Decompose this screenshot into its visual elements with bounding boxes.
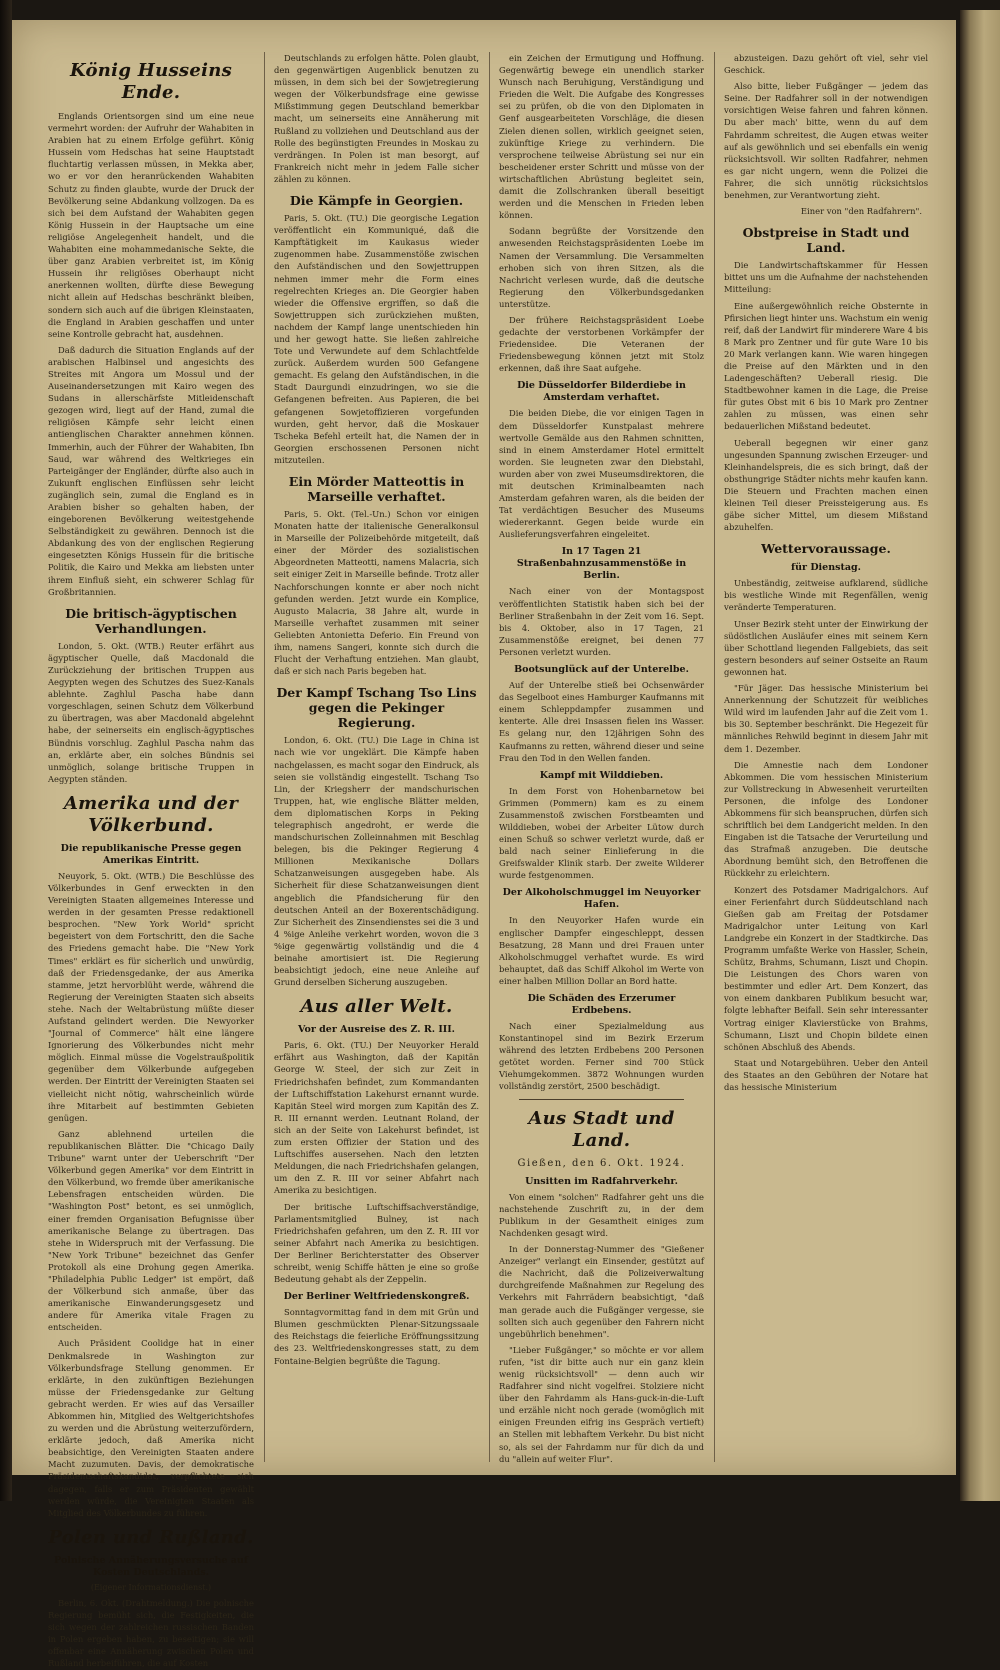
adjacent-page-edge <box>960 10 1000 1501</box>
headline-kaempfe-georgien: Die Kämpfe in Georgien. <box>289 193 464 209</box>
paragraph: Auch Präsident Coolidge hat in einer Denkmalsrede in Washington zur Völkerbundsfrage Stellung genommen. Er erklärte, in den zukünftigen Beziehungen müsse der Friedensgedanke zur Geltung gebracht werden. Er wies auf das Versailler Abkommen hin, Mitglied des Weltgerichtshofes zu werden und die Abrüstung weiterzufördern, erklärte jedoch, daß Amerika nicht beabsichtige, den Vereinigten Staaten andere Macht zuzumuten. Davis, der demokratische Präsidentschaftskandidat, verpflichtete sich dagegen, falls er zum Präsidenten gewählt werden würde, die Vereinigten Staaten als Mitglied des Völkerbundes zu führen. <box>48 1338 254 1518</box>
paragraph: "Lieber Fußgänger," so möchte er vor allem rufen, "ist dir bitte auch nur ein ganz klein wenig rücksichtsvoll" — denn auch wir Radfahrer sind nicht vogelfrei. Stolziere nicht über den Fahrdamm als Hans-guck-in-die-Luft und erzähle nicht noch gerade (womöglich mit einigen Freunden eifrig ins Gespräch vertieft) an Stellen mit lebhaftem Verkehr. Du bist nicht so, als sei der Fahrdamm nur für dich da und du "allein auf weiter Flur". <box>499 1344 704 1464</box>
subheadline: Der Alkoholschmuggel im Neuyorker Hafen. <box>502 887 701 911</box>
paragraph: Sodann begrüßte der Vorsitzende den anwesenden Reichstagspräsidenten Loebe im Namen der Versammlung. Die Versammelten erhoben sich von ihren Sitzen, als die Nachricht verlesen wurde, daß die deutsche Regierung den Völkerbundsgedanken unterstütze. <box>499 226 704 309</box>
paragraph: Daß dadurch die Situation Englands auf der arabischen Halbinsel und angesichts des Streites mit Angora um Mossul und der Auseinandersetzungen mit Kairo wegen des Sudans in allerschärfste Mitleidenschaft gezogen wird, liegt auf der Hand, zumal die religiösen Kämpfe sehr leicht einen antienglischen Charakter annehmen können. Immerhin, auch der Führer der Wahabiten, Ibn Saud, war während des Weltkrieges ein Parteigänger der Engländer, dürfte also auch in Zukunft englischen Einflüssen sehr leicht zugänglich sein, zumal die England es in Arabien bisher so gehalten haben, der eingeborenen Bevölkerung weitestgehende Selbständigkeit zu gewähren. Dennoch ist die Abdankung des von der englischen Regierung eingesetzten Königs Hussein für die britische Politik, die Kairo und Mekka am liebsten unter ihrem Einfluß sieht, ein schwerer Schlag für Großbritannien. <box>48 344 254 597</box>
subheadline: Polnische Annäherungsversuche auf Kosten Deutschlands. <box>54 1554 248 1578</box>
headline-moerder-matteottis: Ein Mörder Matteottis in Marseille verhaftet. <box>288 474 465 504</box>
paragraph: Englands Orientsorgen sind um eine neue vermehrt worden: der Aufruhr der Wahabiten in Arabien hat zu einem Erfolge geführt. König Hussein vom Hedschas hat seine Hauptstadt fluchtartig verlassen müssen, in Mekka aber, wo er vor den heranrückenden Wahabiten Schutz zu finden glaubte, wurde der Druck der Bevölkerung seine Abdankung vollzogen. Da es sich bei dem Aufstand der Wahabiten gegen König Hussein in der Hauptsache um eine religiöse Angelegenheit handelt, und die Wahabiten eine mohammedanische Sekte, die über ganz Arabien verbreitet ist, im König Hussein ihr religiöses Oberhaupt nicht anerkennen wollten, dürfte diese Bewegung nicht allein auf Hedschas beschränkt bleiben, sondern sich auch auf die übrigen Kleinstaaten, die England in Arabien geschaffen und unter seine Kontrolle gebracht hat, ausdehnen. <box>48 111 254 339</box>
paragraph: Unser Bezirk steht unter der Einwirkung der südöstlichen Ausläufer eines mit seinem Kern über Schottland liegenden Fallgebiets, das seit gestern besonders auf seiner Ostseite an Raum gewonnen hat. <box>724 618 928 677</box>
column-1 <box>48 52 254 1669</box>
column-3 <box>499 52 704 1464</box>
paragraph: In den Neuyorker Hafen wurde ein englischer Dampfer eingeschleppt, dessen Besatzung, 28 Mann und drei Frauen unter Alkoholschmuggel verhaftet wurde. Es wird behauptet, daß das Schiff Alkohol im Werte von einer halben Million Dollar an Bord hatte. <box>499 915 704 986</box>
signature: Einer von "den Radfahrern". <box>800 206 922 217</box>
headline-polen-russland: Polen und Rußland. <box>48 1526 254 1548</box>
paragraph: Ganz ablehnend urteilen die republikanischen Blätter. Die "Chicago Daily Tribune" warnt unter der Ueberschrift "Der Völkerbund gegen Amerika" vor dem Eintritt in den Völkerbund, wo fremde über amerikanische Lebensfragen entscheiden würden. Die "Washington Post" betont, es sei unmöglich, einer fremden Organisation Befugnisse über amerikanische Belange zu übertragen. Das stehe in Widerspruch mit der Verfassung. Die "New York Tribune" bezeichnet das Genfer Protokoll als eine Drohung gegen Amerika. "Philadelphia Public Ledger" ist empört, daß der Völkerbund sich anmaße, über das amerikanische Einwanderungsgesetz und andere für Amerika vitale Fragen zu entscheiden. <box>48 1128 254 1333</box>
column-rule <box>714 52 715 1462</box>
newspaper-page <box>12 20 956 1669</box>
paragraph: Auf der Unterelbe stieß bei Ochsenwärder das Segelboot eines Hamburger Kaufmanns mit einem Schleppdampfer zusammen und kenterte. Alle drei Insassen fielen ins Wasser. Es gelang nur, den 12jährigen Sohn des Kaufmanns zu retten, während dieser und seine Frau den Tod in den Wellen fanden. <box>499 680 704 763</box>
paragraph: In der Donnerstag-Nummer des "Gießener Anzeiger" verlangt ein Einsender, gestützt auf die Nachricht, daß die Polizeiverwaltung durchgreifende Maßnahmen zur Regelung des Verkehrs mit Fahrrädern beabsichtigt, "daß man gerade auch die Fußgänger vergesse, sie sollten sich auch gegenüber den Fahrern nicht ungebührlich benehmen". <box>499 1244 704 1339</box>
dateline: Gießen, den 6. Okt. 1924. <box>517 1157 686 1169</box>
paragraph: Nach einer von der Montagspost veröffentlichten Statistik haben sich bei der Berliner Straßenbahn in der Zeit vom 16. Sept. bis 4. Oktober, also in 17 Tagen, 21 Zusammenstöße ereignet, bei denen 77 Personen verletzt wurden. <box>499 586 704 657</box>
paragraph: Staat und Notargebühren. Ueber den Anteil des Staates an den Gebühren der Notare hat das hessische Ministerium <box>724 1057 928 1093</box>
subheadline: Die Düsseldorfer Bilderdiebe in Amsterdam verhaftet. <box>517 380 686 404</box>
paragraph: London, 6. Okt. (TU.) Die Lage in China ist nach wie vor ungeklärt. Die Kämpfe haben nachgelassen, es macht sogar den Eindruck, als seien sie vollständig eingestellt. Tschang Tso Lin, der Kriegsherr der mandschurischen Truppen, hat, wie englische Blätter melden, dem diplomatischen Korps in Peking telegraphisch angedroht, er werde die mandschurischen Zolleinnahmen mit Beschlag belegen, bis die Pekinger Regierung 4 Millionen Mexikanische Dollars Schatzanweisungen ausgegeben habe. Als Sicherheit für diese Schatzanweisungen dient angeblich die Pfandsicherung für den deutschen Anteil an der Boxerentschädigung. Zur Sicherheit des Zinsendienstes sei die 3 und 4 %ige Anleihe verkehrt worden, wovon die 3 %ige gegenwärtig vollständig und die 4 beinahe amortisiert ist. Die Regierung beabsichtigt jedoch, eine neue Anleihe auf Grund derselben Sicherung auszugeben. <box>274 735 479 988</box>
subheadline: In 17 Tagen 21 Straßenbahnzusammenstöße in Berlin. <box>516 546 687 582</box>
scan-shadow-left <box>0 0 12 1501</box>
paragraph: Unbeständig, zeitweise aufklarend, südliche bis westliche Winde mit Regenfällen, wenig veränderte Temperaturen. <box>724 578 928 613</box>
subheadline: für Dienstag. <box>791 562 861 574</box>
paragraph: Die beiden Diebe, die vor einigen Tagen in dem Düsseldorfer Kunstpalast mehrere wertvolle Gemälde aus den Rahmen schnitten, sind in einem Amsterdamer Hotel ermittelt worden. Sie leugneten zwar den Diebstahl, wurden aber von zwei Museumsdirektoren, die mit deutschen Kriminalbeamten nach Amsterdam gefahren waren, als die beiden der Tat verdächtigen Besucher des Museums wiedererkannt. Gegen beide wurde ein Auslieferungsverfahren eingeleitet. <box>499 408 704 540</box>
subheadline: Der Berliner Weltfriedenskongreß. <box>283 1291 470 1303</box>
subheadline: Bootsunglück auf der Unterelbe. <box>514 664 689 676</box>
column-4 <box>724 52 928 1464</box>
headline-aus-aller-welt: Aus aller Welt. <box>300 996 453 1018</box>
column-rule <box>264 52 265 1462</box>
paragraph: "Für Jäger. Das hessische Ministerium bei Annerkennung der Schutzzeit für weibliches Wild wird im laufenden Jahr auf die Zeit vom 1. bis 30. September beschränkt. Die Hegezeit für männliches Rehwild beginnt in diesem Jahr mit dem 1. Dezember. <box>724 683 928 754</box>
paragraph: Ueberall begegnen wir einer ganz ungesunden Spannung zwischen Erzeuger- und Kleinhandelspreis, die es sich bringt, daß der obsthungrige Städter nichts mehr kaufen kann. Die Steuern und Frachten machen einen kleinen Teil dieser Preissteigerung aus. Es gäbe sicher Mittel, um diesem Mißstand abzuhelfen. <box>724 437 928 533</box>
subheadline: Kampf mit Wilddieben. <box>539 769 664 781</box>
paragraph: Also bitte, lieber Fußgänger — jedem das Seine. Der Radfahrer soll in der notwendigen vorsichtigen Weise fahren und fahren können. Du aber mach' bitte, wenn du auf dem Fahrdamm schreitest, die Augen etwas weiter auf als gewöhnlich und sei ebenfalls ein wenig rücksichtsvoll. Wir sollten Radfahrer, nehmen es gar nicht ungern, wenn die Polizei die Fahrer, die sich unnötig rücksichtslos benehmen, zur Verantwortung zieht. <box>724 81 928 201</box>
paragraph: In dem Forst von Hohenbarnetow bei Grimmen (Pommern) kam es zu einem Zusammenstoß zwischen Forstbeamten und Wilddieben, wobei der Arbeiter Lütow durch einen Schuß so schwer verletzt wurde, daß er bald nach seiner Einlieferung in die Greifswalder Klinik starb. Der zweite Wilderer wurde festgenommen. <box>499 785 704 881</box>
subheadline: Vor der Ausreise des Z. R. III. <box>297 1024 455 1036</box>
column-2 <box>274 52 479 1464</box>
headline-amerika-voelkerbund: Amerika und der Völkerbund. <box>63 792 239 836</box>
subheadline: Unsitten im Radfahrverkehr. <box>525 1175 678 1187</box>
headline-britisch-aegyptisch: Die britisch-ägyptischen Verhandlungen. <box>65 605 237 636</box>
headline-aus-stadt-und-land: Aus Stadt und Land. <box>528 1107 675 1151</box>
divider <box>519 1099 684 1100</box>
paragraph: Konzert des Potsdamer Madrigalchors. Auf einer Ferienfahrt durch Süddeutschland nach Gießen gab am Freitag der Potsdamer Madrigalchor unter Leitung von Karl Landgrebe ein Konzert in der Stadtkirche. Das Programm umfaßte Werke von Hassler, Schein, Schütz, Brahms, Schumann, Liszt und Chopin. Die Leistungen des Chors waren von bestimmter und edler Art. Dem Konzert, das von einem dankbaren Publikum besucht war, folgte lebhafter Beifall. Sein sehr interessanter Vortrag einiger Klavierstücke von Brahms, Schumann, Liszt und Chopin bildete einen schönen Abschluß des Abends. <box>724 884 928 1052</box>
paragraph: Die Amnestie nach dem Londoner Abkommen. Die vom hessischen Ministerium zur Vollstreckung in Abwesenheit verurteilten Personen, die infolge des Londoner Abkommens für sich beanspruchen, dürfen sich schriftlich bei dem Landgericht melden. In den Eingaben ist die Tatsache der Verurteilung und das Strafmaß anzugeben. Die deutsche Abordnung bemüht sich, den Betroffenen die Rückkehr zu erleichtern. <box>724 759 928 879</box>
headline-wettervoraussage: Wettervoraussage. <box>761 541 891 557</box>
paragraph: Von einem "solchen" Radfahrer geht uns die nachstehende Zuschrift zu, in der dem Publikum in der Gesamtheit einiges zum Nachdenken gesagt wird. <box>499 1191 704 1238</box>
paragraph: Der britische Luftschiffsachverständige, Parlamentsmitglied Bulney, ist nach Friedrichshafen gefahren, um den Z. R. III vor seiner Abfahrt nach Amerika zu besichtigen. Der Berliner Berichterstatter des Observer schreibt, wenig Schiffe hätten je eine so große Bedeutung gehabt als der Zeppelin. <box>274 1201 479 1285</box>
headline-tschang-tso-lin: Der Kampf Tschang Tso Lins gegen die Pekinger Regierung. <box>276 685 477 731</box>
paragraph: Der frühere Reichstagspräsident Loebe gedachte der verstorbenen Vorkämpfer der Friedensidee. Die Veteranen der Friedensbewegung können jetzt mit Stolz erkennen, daß ihre Saat aufgehe. <box>499 314 704 374</box>
paragraph: Paris, 5. Okt. (TU.) Die georgische Legation veröffentlicht ein Kommuniqué, daß die Kampftätigkeit im Kaukasus wieder zugenommen habe. Zusammenstöße zwischen den Aufständischen und den Sowjettruppen nehmen immer mehr die Form eines regelrechten Krieges an. Die Georgier haben wieder die Offensive ergriffen, so daß die Sowjettruppen sich zurückziehen mußten, nachdem der Kampf lange unentschieden hin und her gewogt hatte. Sie ließen zahlreiche Tote und Verwundete auf dem Schlachtfelde zurück. Außerdem wurden 500 Gefangene gemacht. Es gelang den Aufständischen, in die Stadt Daurgundi einzudringen, wo sie die Gefangenen befreiten. Aus Papieren, die bei gefangenen Sowjetoffizieren vorgefunden wurden, geht hervor, daß die Moskauer Tscheka Befehl erteilt hat, die Namen der in Georgien erschossenen Personen nicht mitzuteilen. <box>274 213 479 465</box>
subheadline: Die republikanische Presse gegen Amerikas Eintritt. <box>60 842 242 866</box>
paragraph: Berlin, 6. Okt. (Drahtmeldung.) Die polnische Regierung bemüht sich, die Festigkeiten, die sich wegen der zahlreichen russischen Banden in Polen ergeben haben, zu beseitigen; sie will offenbar eine Annäherung zwischen Polen und Rußland herbeiführen, die auf Kosten <box>48 1597 254 1669</box>
paragraph: Nach einer Spezialmeldung aus Konstantinopel sind im Bezirk Erzerum während des letzten Erdbebens 200 Personen getötet worden. Ferner sind 700 Stück Viehumgekommen. 3872 Wohnungen wurden vollständig zerstört, 2500 beschädigt. <box>499 1021 704 1092</box>
paragraph: ein Zeichen der Ermutigung und Hoffnung. Gegenwärtig bewege ein unendlich starker Wunsch nach Beruhigung, Verständigung und Frieden die Welt. Die Aufgabe des Kongresses sei zu prüfen, ob die von den Diplomaten in Genf ausgearbeiteten Vorschläge, die diesen Zielen dienen sollen, wirklich geeignet seien, zukünftige Kriege zu verhindern. Die versprochene teilweise Abrüstung sei nur ein bescheidener erster Schritt und müsse von der wirtschaftlichen Abrüstung begleitet sein, damit die Zollschranken überall beseitigt werden und die Menschen in Frieden leben können. <box>499 53 704 221</box>
paragraph: Eine außergewöhnlich reiche Obsternte in Pfirsichen liegt hinter uns. Wachstum ein wenig reif, daß der Landwirt für minderere Ware 4 bis 8 Mark pro Zentner und für gute Ware 10 bis 20 Mark verlangen kann. Wie waren hingegen die Preise auf den Märkten und in den Ladengeschäften? Ueberall riesig. Die Stadtbewohner kamen in die Lage, die Preise für gutes Obst mit 6 bis 10 Mark pro Zentner zahlen zu müssen, was einen sehr bedauerlichen Mißstand bedeutet. <box>724 300 928 432</box>
paragraph: Deutschlands zu erfolgen hätte. Polen glaubt, den gegenwärtigen Augenblick benutzen zu müssen, in dem sich bei der Sowjetregierung wegen der Völkerbundsfrage eine gewisse Mißstimmung gegen Deutschland bemerkbar macht, um seinerseits eine Annäherung mit Rußland zu vollziehen und Deutschland aus der Rolle des begünstigten Freundes in Moskau zu verdrängen. In Polen ist man besorgt, auf Frankreich nicht mehr in jedem Falle sicher zählen zu können. <box>274 53 479 184</box>
paragraph: London, 5. Okt. (WTB.) Reuter erfährt aus ägyptischer Quelle, daß Macdonald die Zurückziehung der britischen Truppen aus Aegypten wegen des Schutzes des Suez-Kanals ablehnte. Zaghlul Pascha habe dann vorgeschlagen, seinen Schutz dem Völkerbund zu übertragen, was aber Macdonald abgelehnt habe, der seinerseits ein englisch-ägyptisches Bündnis vorschlug. Zaghlul Pascha nahm das an, erklärte aber, ein solches Bündnis sei unmöglich, solange britische Truppen in Aegypten ständen. <box>48 640 254 784</box>
subheadline: Die Schäden des Erzerumer Erdbebens. <box>527 993 676 1016</box>
headline-obstpreise: Obstpreise in Stadt und Land. <box>742 225 910 256</box>
paragraph: Paris, 6. Okt. (TU.) Der Neuyorker Herald erfährt aus Washington, daß der Kapitän George W. Steel, der sich zur Zeit in Friedrichshafen befindet, zum Kommandanten der Luftschiffstation Lakehurst ernannt wurde. Kapitän Steel wird morgen zum Kapitän des Z. R. III ernannt werden. Leutnant Roland, der sich an der Seite von Lakehurst befindet, ist zum ersten Offizier der Station und des Luftschiffes ausersehen. Nach den letzten Meldungen, die nach Friedrichshafen gelangen, um den Z. R. III vor seiner Abfahrt nach Amerika zu besichtigen. <box>274 1040 479 1196</box>
paragraph: abzusteigen. Dazu gehört oft viel, sehr viel Geschick. <box>724 53 928 76</box>
paragraph: Die Landwirtschaftskammer für Hessen bittet uns um die Aufnahme der nachstehenden Mitteilung: <box>724 260 928 295</box>
paragraph: Sonntagvormittag fand in dem mit Grün und Blumen geschmückten Plenar-Sitzungssaale des Reichstags die feierliche Eröffnungssitzung des 23. Weltfriedenskongresses statt, zu dem Fontaine-Belgien begrüßte die Tagung. <box>274 1307 479 1366</box>
column-rule <box>489 52 490 1462</box>
paragraph: Paris, 5. Okt. (Tel.-Un.) Schon vor einigen Monaten hatte der italienische Generalkonsul in Marseille der Polizeibehörde mitgeteilt, daß einer der Mörder des sozialistischen Abgeordneten Matteotti, namens Malacria, sich seit einiger Zeit in Marseille befinde. Trotz aller Nachforschungen konnte er aber noch nicht gefunden werden. Jetzt wurde ein Komplice, Augusto Malacria, 38 Jahre alt, wurde in Marseille verhaftet zusammen mit seiner Geliebten Antonietta Deferio. Ein Freund von ihm, namens Sangeri, konnte sich durch die Flucht der Verhaftung entziehen. Man glaubt, daß er sich nach Paris begeben hat. <box>274 509 479 677</box>
source-note: (Eigener Informationsdienst.) <box>90 1582 212 1592</box>
headline-koenig-hussein: König Husseins Ende. <box>69 60 233 103</box>
paragraph: Neuyork, 5. Okt. (WTB.) Die Beschlüsse des Völkerbundes in Genf erweckten in den Vereinigten Staaten allgemeines Interesse und werden in der gesamten Presse redaktionell besprochen. "New York World" spricht begeistert von dem Fortschritt, den die Sache des Friedens gemacht habe. Die "New York Times" erklärt es für sicherlich und unwürdig, daß der Friedensgedanke, der aus Amerika stamme, jetzt hervorblüht werde, während die Regierung der Vereinigten Staaten sich abseits stehe. Nach der Weltabrüstung müßte dieser Aufstand gelindert werden. Die Newyorker "Journal of Commerce" hält eine längere Ignorierung des Völkerbundes nicht mehr möglich. Einmal müsse die Vogelstraußpolitik gegenüber dem Völkerbunde aufgegeben werden. Der Eintritt der Vereinigten Staaten sei vielleicht nicht nötig, wahrscheinlich würde ihre Mitarbeit auf bestimmten Gebieten genügen. <box>48 870 254 1123</box>
